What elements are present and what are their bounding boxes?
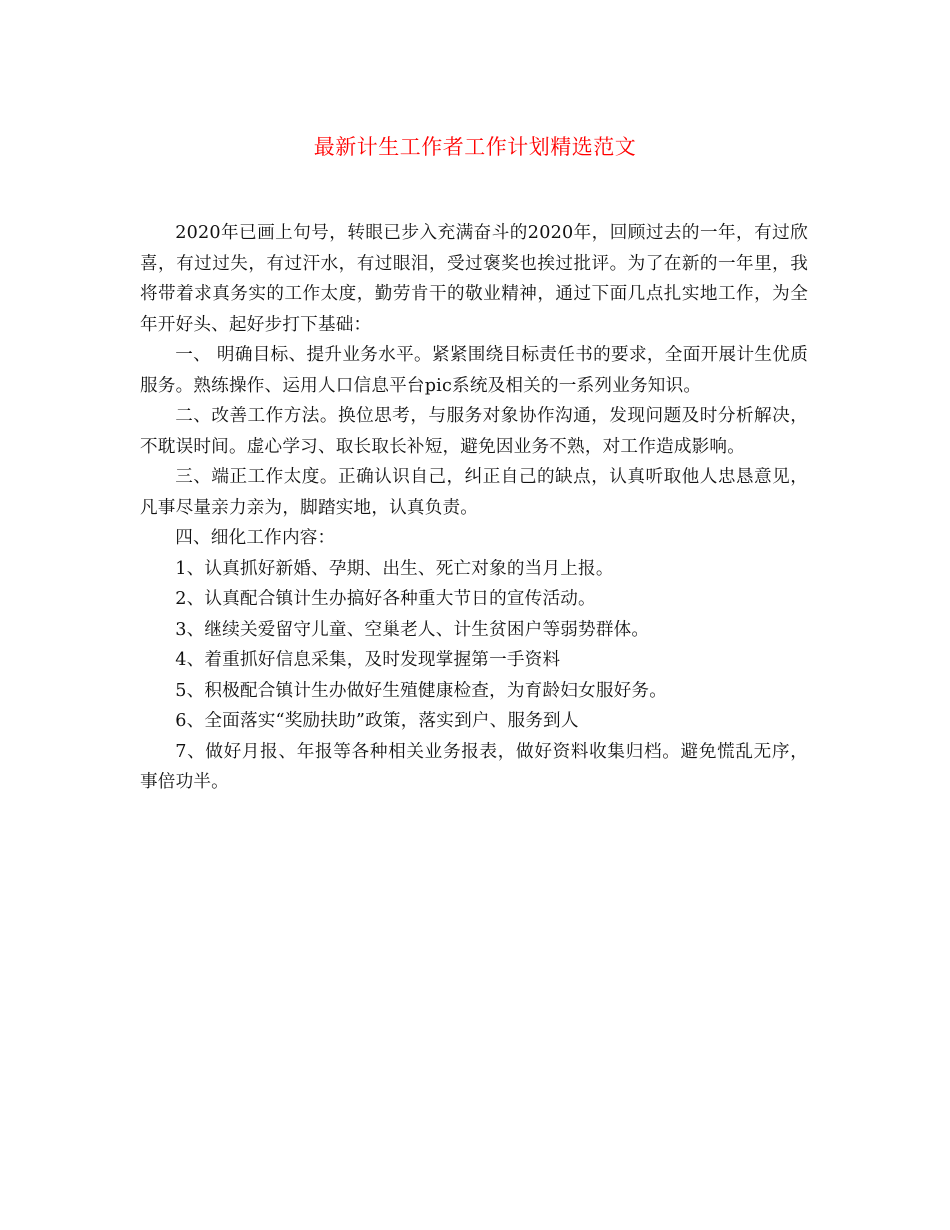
list-item-3: 3、继续关爱留守儿童、空巢老人、计生贫困户等弱势群体。	[175, 619, 650, 640]
list-item-4: 4、着重抓好信息采集，及时发现掌握第一手资料	[175, 650, 561, 670]
section-four-heading: 四、细化工作内容：	[175, 528, 336, 548]
list-item-6: 6、全面落实“奖励扶助”政策，落实到户、服务到人	[175, 711, 579, 731]
section-two-paragraph: 二、改善工作方法。换位思考，与服务对象协作沟通，发现问题及时分析解决，不耽误时间。虚心学习、取长取长补短，避免因业务不熟，对工作造成影响。	[140, 406, 808, 457]
list-item-2: 2、认真配合镇计生办搞好各种重大节日的宣传活动。	[175, 589, 596, 609]
list-item-5: 5、积极配合镇计生办做好生殖健康检查，为育龄妇女服好务。	[175, 680, 668, 701]
document-body	[140, 218, 808, 798]
document-title: 最新计生工作者工作计划精选范文	[313, 135, 637, 159]
intro-paragraph: 2020年已画上句号，转眼已步入充满奋斗的2020年，回顾过去的一年，有过欣喜，有过过失，有过汗水，有过眼泪，受过褒奖也挨过批评。为了在新的一年里，我将带着求真务实的工作太度，勤劳肯干的敬业精神，通过下面几点扎实地工作，为全年开好头、起好步打下基础：	[140, 223, 808, 335]
list-item-7: 7、做好月报、年报等各种相关业务报表，做好资料收集归档。避免慌乱无序，事倍功半。	[140, 741, 808, 792]
section-three-paragraph: 三、端正工作太度。正确认识自己，纠正自己的缺点，认真听取他人忠恳意见，凡事尽量亲力亲为，脚踏实地，认真负责。	[140, 467, 808, 518]
section-one-paragraph: 一、 明确目标、提升业务水平。紧紧围绕目标责任书的要求，全面开展计生优质服务。熟练操作、运用人口信息平台pic系统及相关的一系列业务知识。	[140, 345, 808, 396]
list-item-1: 1、认真抓好新婚、孕期、出生、死亡对象的当月上报。	[175, 558, 614, 579]
